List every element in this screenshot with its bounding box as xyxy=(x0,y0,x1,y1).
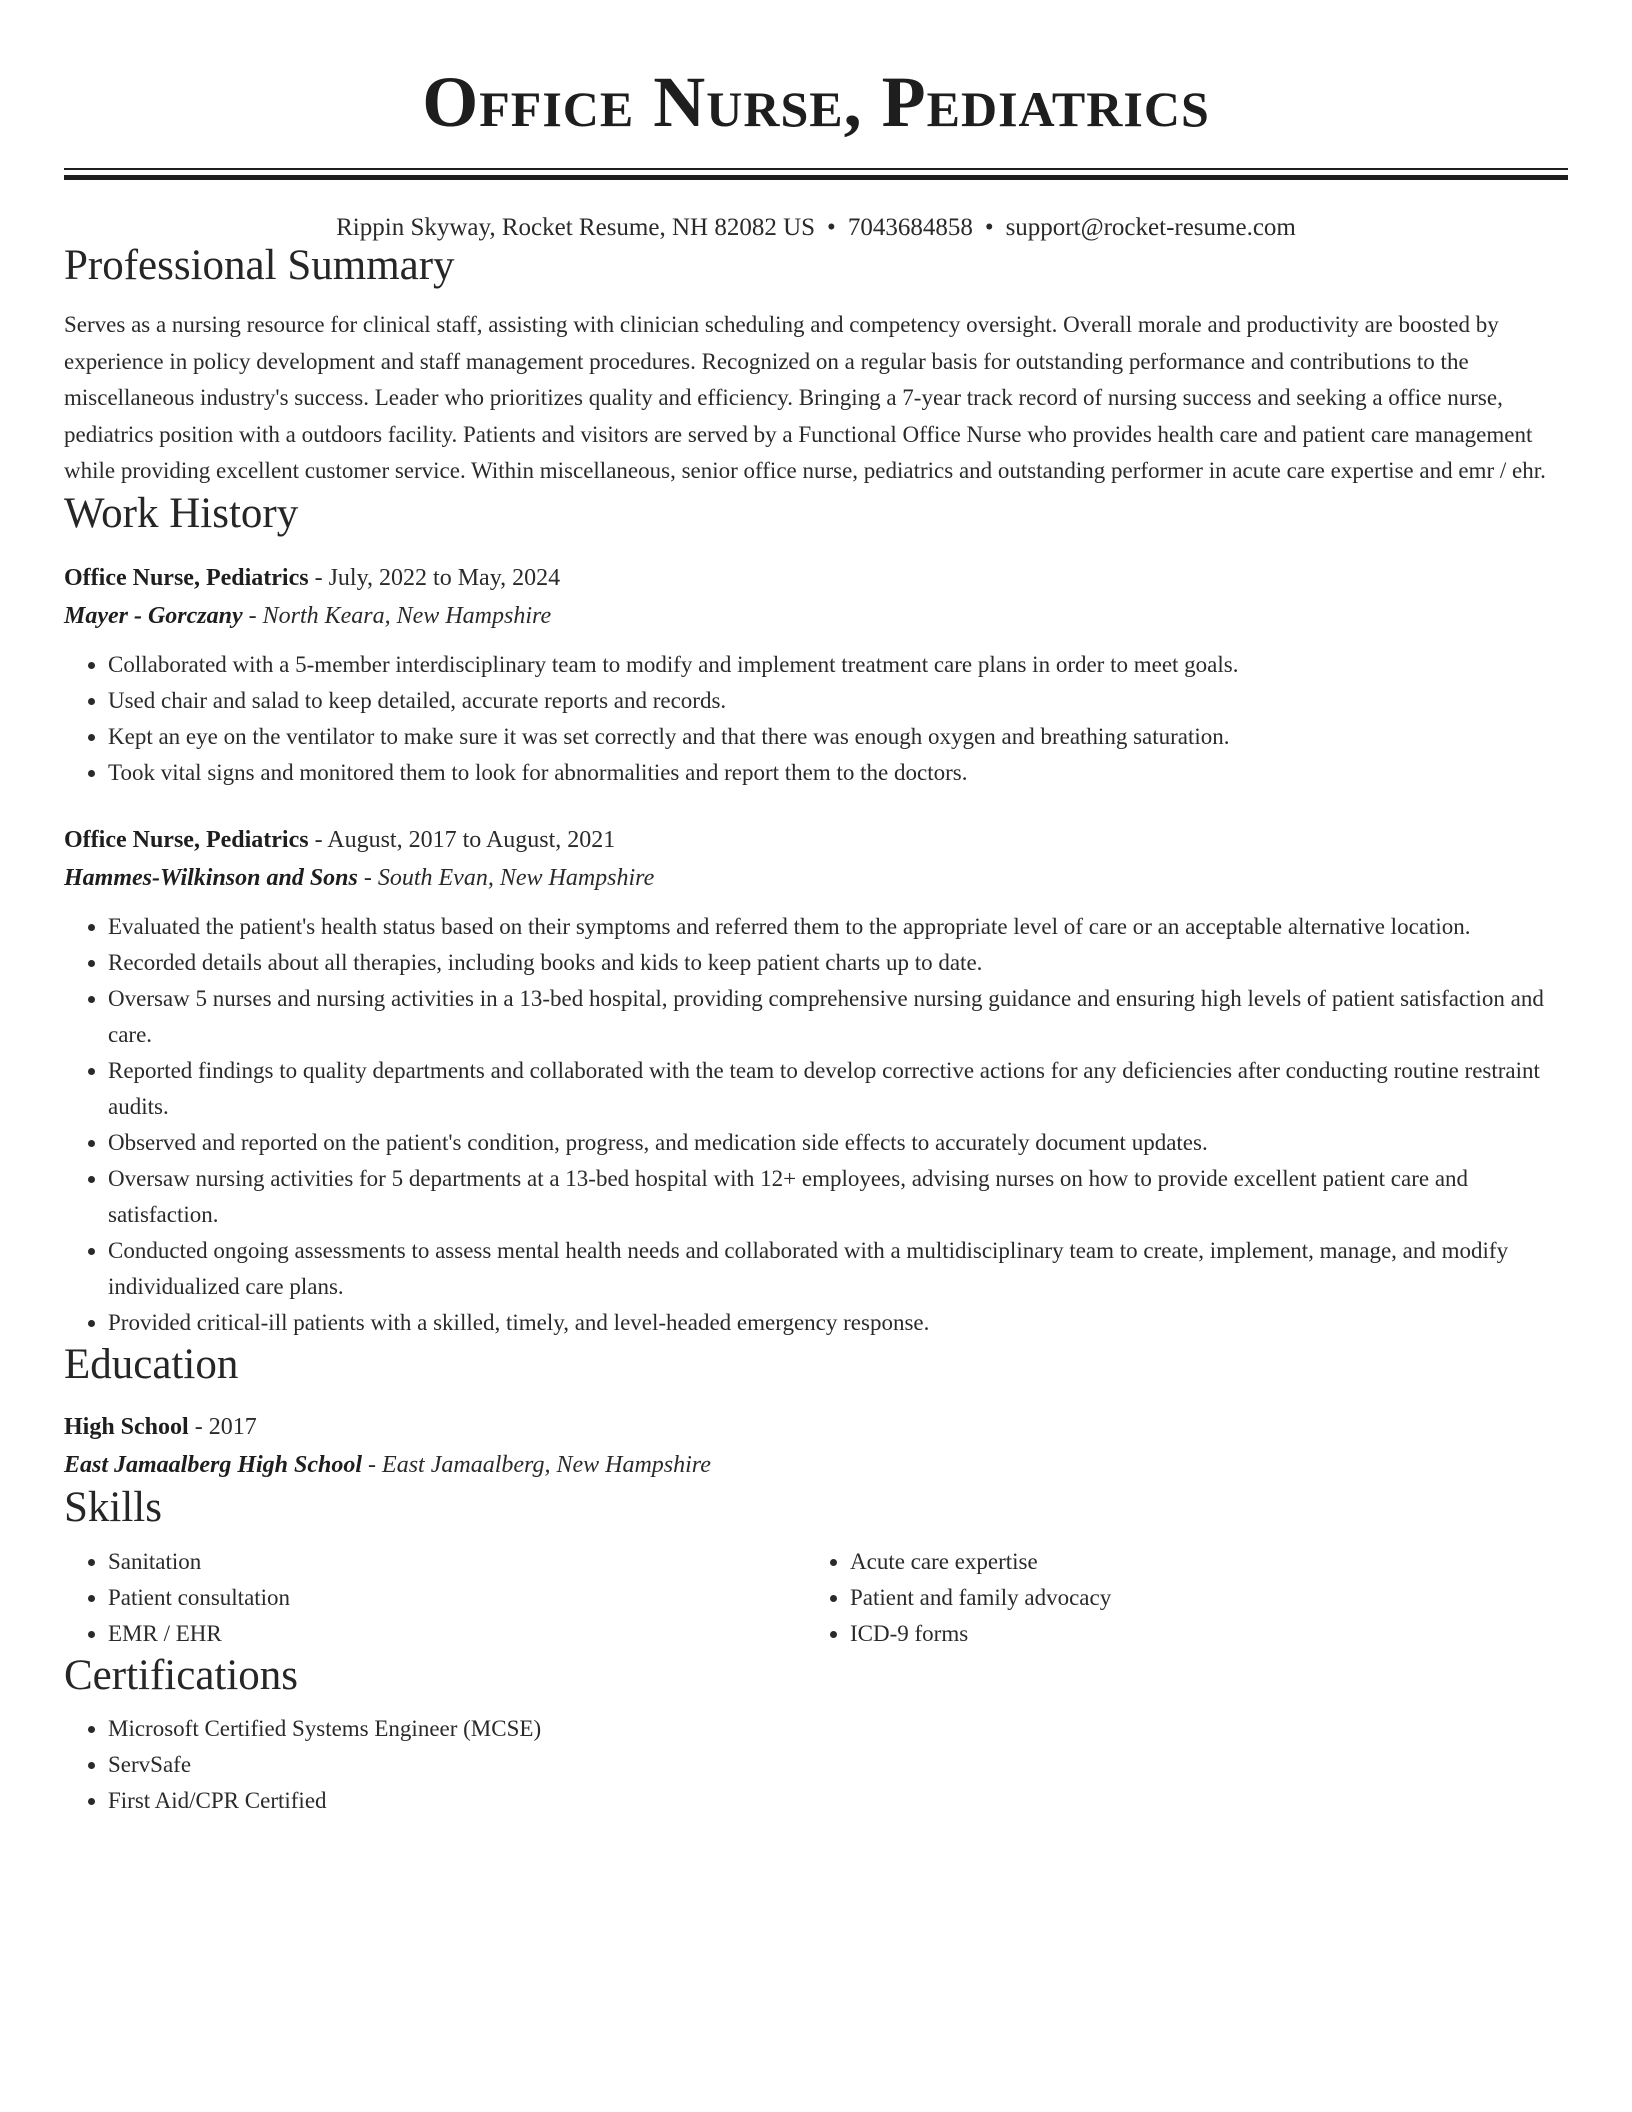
education-year: - 2017 xyxy=(188,1414,257,1441)
skills-column-right xyxy=(806,1544,1548,1652)
job-dates: - August, 2017 to August, 2021 xyxy=(308,827,616,854)
certification-item: • Microsoft Certified Systems Engineer (MCSE) xyxy=(108,1711,1568,1747)
job-entry xyxy=(64,821,1568,1341)
education-degree: High School xyxy=(64,1414,189,1441)
header-divider xyxy=(64,168,1568,180)
contact-separator: • xyxy=(984,214,994,241)
job-position: Office Nurse, Pediatrics xyxy=(64,565,309,592)
job-entry xyxy=(64,559,1568,791)
list-item: • Observed and reported on the patient's condition, progress, and medication side effects to accurately document updates. xyxy=(108,1125,1568,1161)
skills-grid xyxy=(64,1544,1568,1652)
list-item: • Took vital signs and monitored them to look for abnormalities and report them to the doctors. xyxy=(108,755,1568,791)
job-position: Office Nurse, Pediatrics xyxy=(64,827,309,854)
education-entry xyxy=(64,1408,1568,1484)
summary-text: Serves as a nursing resource for clinical staff, assisting with clinician scheduling and competency oversight. Overall morale and productivity are boosted by experience in policy development and staff management procedures. Recognized on a regular basis for outstanding performance and contributions to the miscellaneous industry's success. Leader who prioritizes quality and efficiency. Bringing a 7-year track record of nursing success and seeking a office nurse, pediatrics position with a outdoors facility. Patients and visitors are served by a Functional Office Nurse who provides health care and patient care management while providing excellent customer service. Within miscellaneous, senior office nurse, pediatrics and outstanding performer in acute care expertise and emr / ehr. xyxy=(64,312,1546,484)
job-bullets xyxy=(64,647,1568,791)
section-title-education: Education xyxy=(64,1341,239,1389)
contact-address: Rippin Skyway, Rocket Resume, NH 82082 US xyxy=(336,214,816,241)
skill-item: • EMR / EHR xyxy=(108,1616,806,1652)
job-bullets xyxy=(64,909,1568,1341)
skill-item: • Acute care expertise xyxy=(850,1544,1548,1580)
list-item: • Collaborated with a 5-member interdisciplinary team to modify and implement treatment care plans in order to meet goals. xyxy=(108,647,1568,683)
contact-email: support@rocket-resume.com xyxy=(1005,214,1296,241)
job-company: Hammes-Wilkinson and Sons xyxy=(64,865,358,892)
certification-item: • ServSafe xyxy=(108,1747,1568,1783)
job-company-line xyxy=(64,859,1568,897)
job-location: - North Keara, New Hampshire xyxy=(242,603,552,630)
resume-name: Office Nurse, Pediatrics xyxy=(422,62,1210,142)
education-school-line xyxy=(64,1446,1568,1484)
list-item: • Conducted ongoing assessments to assess mental health needs and collaborated with a multidisciplinary team to create, implement, manage, and modify individualized care plans. xyxy=(108,1233,1568,1305)
section-title-summary: Professional Summary xyxy=(64,242,455,289)
section-title-certifications: Certifications xyxy=(64,1651,299,1699)
education-degree-line xyxy=(64,1408,1568,1446)
list-item: • Recorded details about all therapies, including books and kids to keep patient charts up to date. xyxy=(108,945,1568,981)
job-company: Mayer - Gorczany xyxy=(64,603,243,630)
list-item: • Oversaw 5 nurses and nursing activities in a 13-bed hospital, providing comprehensive nursing guidance and ensuring high levels of patient satisfaction and care. xyxy=(108,981,1568,1053)
job-title-line xyxy=(64,559,1568,597)
job-title-line xyxy=(64,821,1568,859)
skill-item: • Patient consultation xyxy=(108,1580,806,1616)
education-location: - East Jamaalberg, New Hampshire xyxy=(362,1452,711,1479)
list-item: • Reported findings to quality departments and collaborated with the team to develop corrective actions for any deficiencies after conducting routine restraint audits. xyxy=(108,1053,1568,1125)
contact-separator: • xyxy=(827,214,836,241)
skill-item: • ICD-9 forms xyxy=(850,1616,1548,1652)
skill-item: • Patient and family advocacy xyxy=(850,1580,1548,1616)
list-item: • Oversaw nursing activities for 5 departments at a 13-bed hospital with 12+ employees, advising nurses on how to provide excellent patient care and satisfaction. xyxy=(108,1161,1568,1233)
section-title-work-history: Work History xyxy=(64,489,299,537)
certification-item: • First Aid/CPR Certified xyxy=(108,1783,1568,1819)
job-dates: - July, 2022 to May, 2024 xyxy=(308,565,561,592)
certifications-list xyxy=(64,1711,1568,1819)
skill-item: • Sanitation xyxy=(108,1544,806,1580)
contact-phone: 7043684858 xyxy=(847,214,973,241)
contact-line xyxy=(64,214,1568,242)
list-item: • Provided critical-ill patients with a skilled, timely, and level-headed emergency response. xyxy=(108,1305,1568,1341)
education-school: East Jamaalberg High School xyxy=(64,1452,363,1479)
job-company-line xyxy=(64,597,1568,635)
job-location: - South Evan, New Hampshire xyxy=(357,865,655,892)
skills-column-left xyxy=(64,1544,806,1652)
list-item: • Kept an eye on the ventilator to make sure it was set correctly and that there was enough oxygen and breathing saturation. xyxy=(108,719,1568,755)
section-title-skills: Skills xyxy=(64,1484,162,1532)
list-item: • Used chair and salad to keep detailed, accurate reports and records. xyxy=(108,683,1568,719)
list-item: • Evaluated the patient's health status based on their symptoms and referred them to the appropriate level of care or an acceptable alternative location. xyxy=(108,909,1568,945)
